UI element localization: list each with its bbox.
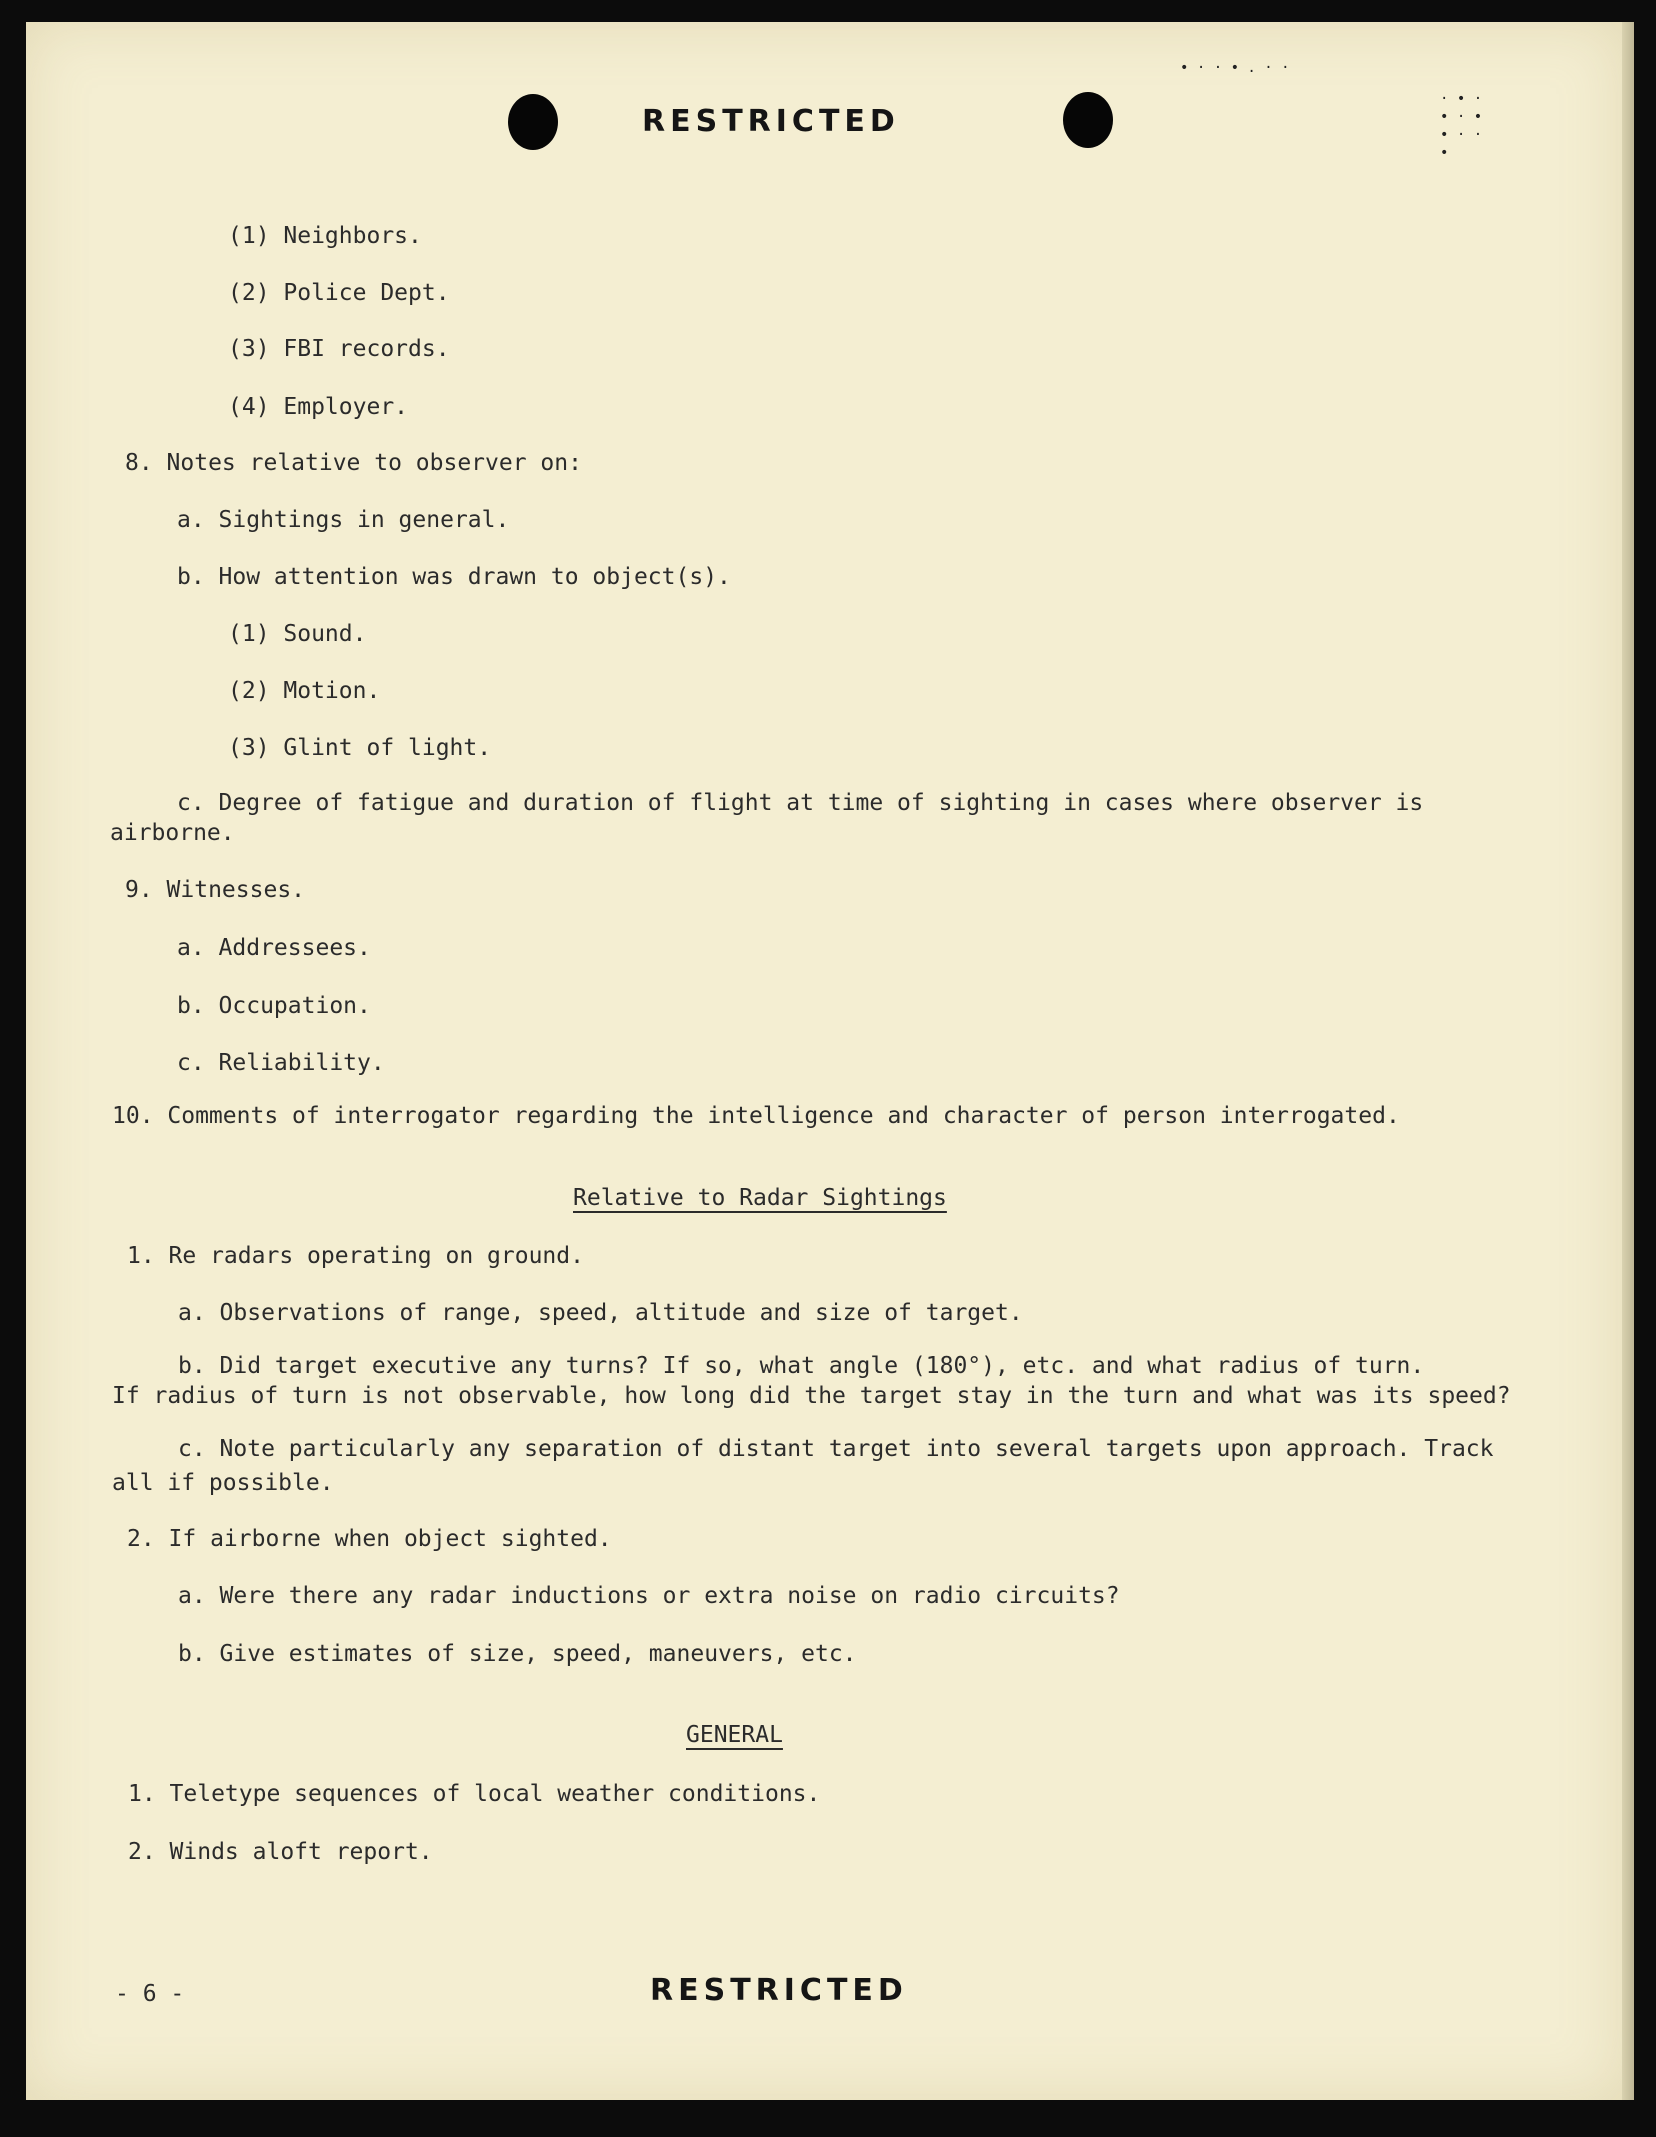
page-number: - 6 - xyxy=(115,1981,185,2007)
punch-hole-right xyxy=(1063,92,1113,148)
item-9-subitem: b. Occupation. xyxy=(177,993,371,1019)
item-10-title: 10. Comments of interrogator regarding the intelligence and character of person interrogated. xyxy=(112,1103,1400,1129)
header-classification: RESTRICTED xyxy=(642,104,900,139)
item-8b-subitem: (2) Motion. xyxy=(228,678,381,704)
item-9-subitem: a. Addressees. xyxy=(177,935,371,961)
item-8c-line2: airborne. xyxy=(110,820,235,846)
page-edge xyxy=(1622,22,1634,2100)
item-8b: b. How attention was drawn to object(s). xyxy=(177,564,731,590)
list-item: (4) Employer. xyxy=(228,394,409,420)
general-item-2: 2. Winds aloft report. xyxy=(128,1839,433,1865)
list-item: (2) Police Dept. xyxy=(228,280,450,306)
radar-item-2a: a. Were there any radar inductions or extra noise on radio circuits? xyxy=(178,1583,1120,1609)
general-section-heading: GENERAL xyxy=(686,1722,783,1748)
general-item-1: 1. Teletype sequences of local weather conditions. xyxy=(128,1781,821,1807)
radar-item-2b: b. Give estimates of size, speed, maneuvers, etc. xyxy=(178,1641,857,1667)
footer-classification: RESTRICTED xyxy=(650,1973,908,2008)
punch-hole-left xyxy=(508,94,558,150)
item-8a: a. Sightings in general. xyxy=(177,507,510,533)
item-8-title: 8. Notes relative to observer on: xyxy=(125,450,582,476)
item-8b-subitem: (3) Glint of light. xyxy=(228,735,492,761)
radar-item-1: 1. Re radars operating on ground. xyxy=(127,1243,584,1269)
radar-item-1b-line1: b. Did target executive any turns? If so, what angle (180°), etc. and what radius of turn. xyxy=(178,1353,1425,1379)
radar-section-heading: Relative to Radar Sightings xyxy=(573,1185,947,1211)
margin-specks-2: · • · • · • • · · • xyxy=(1440,91,1483,161)
item-9-subitem: c. Reliability. xyxy=(177,1050,385,1076)
radar-item-1a: a. Observations of range, speed, altitude and size of target. xyxy=(178,1300,1023,1326)
list-item: (3) FBI records. xyxy=(228,336,450,362)
item-8b-subitem: (1) Sound. xyxy=(228,621,367,647)
item-9-title: 9. Witnesses. xyxy=(125,877,306,903)
radar-item-2: 2. If airborne when object sighted. xyxy=(127,1526,612,1552)
item-8c-line1: c. Degree of fatigue and duration of flight at time of sighting in cases where observer is xyxy=(177,790,1424,816)
radar-item-1b-line2: If radius of turn is not observable, how long did the target stay in the turn and what was its speed? xyxy=(112,1383,1511,1409)
list-item: (1) Neighbors. xyxy=(228,223,422,249)
radar-item-1c-line2: all if possible. xyxy=(112,1470,334,1496)
radar-item-1c-line1: c. Note particularly any separation of distant target into several targets upon approach. Track xyxy=(178,1436,1494,1462)
margin-specks: • · · • . · · xyxy=(1180,60,1290,76)
